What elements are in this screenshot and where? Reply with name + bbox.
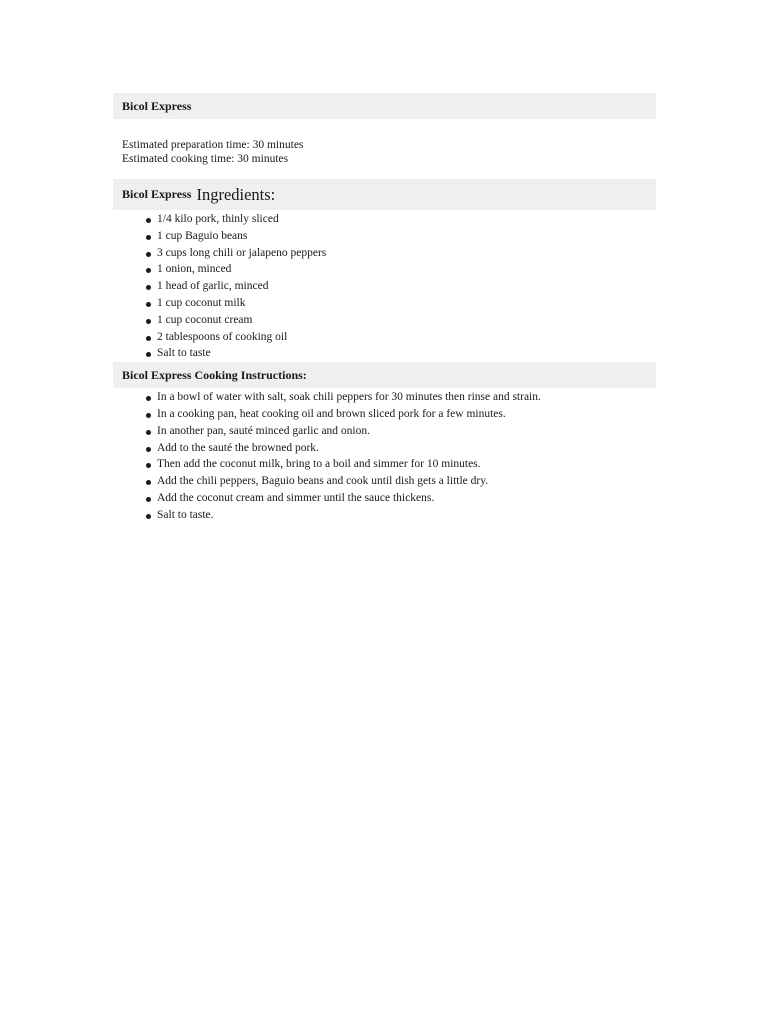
list-item: In a cooking pan, heat cooking oil and brown sliced pork for a few minutes. [157,406,656,423]
instructions-heading: Bicol Express Cooking Instructions: [122,368,307,383]
list-item: 1 cup coconut cream [157,312,656,329]
list-item: Then add the coconut milk, bring to a boil and simmer for 10 minutes. [157,456,656,473]
list-item: 1 cup coconut milk [157,295,656,312]
list-item: In another pan, sauté minced garlic and onion. [157,423,656,440]
prep-time: Estimated preparation time: 30 minutes [122,139,304,151]
ingredients-heading: Ingredients: [196,184,276,204]
list-item: Add the chili peppers, Baguio beans and cook until dish gets a little dry. [157,473,656,490]
list-item: 2 tablespoons of cooking oil [157,329,656,346]
list-item: Salt to taste. [157,507,656,524]
ingredients-heading-prefix: Bicol Express [122,187,192,201]
list-item: Add to the sauté the browned pork. [157,440,656,457]
list-item: 1/4 kilo pork, thinly sliced [157,211,656,228]
list-item: In a bowl of water with salt, soak chili peppers for 30 minutes then rinse and strain. [157,389,656,406]
list-item: 1 cup Baguio beans [157,228,656,245]
recipe-times [113,138,656,166]
list-item: 1 onion, minced [157,261,656,278]
ingredients-list [113,211,656,362]
list-item: 1 head of garlic, minced [157,278,656,295]
list-item: Salt to taste [157,345,656,362]
list-item: Add the coconut cream and simmer until the sauce thickens. [157,490,656,507]
cook-time: Estimated cooking time: 30 minutes [122,153,289,165]
recipe-document [113,93,656,524]
recipe-title: Bicol Express [122,99,192,113]
recipe-title-bar [113,93,656,119]
instructions-list [113,389,656,523]
instructions-heading-bar [113,362,656,388]
list-item: 3 cups long chili or jalapeno peppers [157,245,656,262]
ingredients-heading-bar [113,179,656,210]
